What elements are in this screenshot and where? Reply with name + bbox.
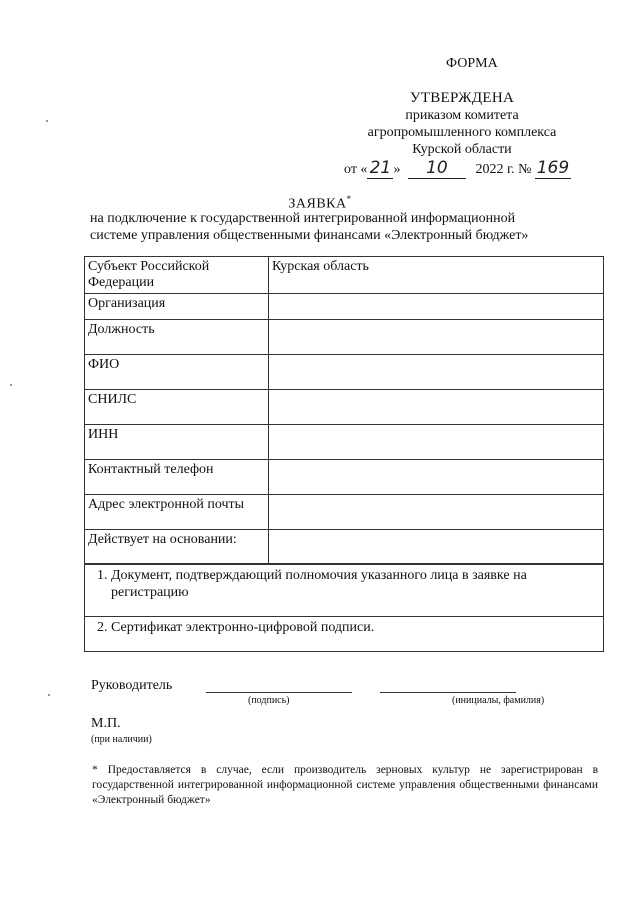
row-label: ФИО [85,355,269,390]
row-label: ИНН [85,425,269,460]
row-label: Адрес электронной почты [85,495,269,530]
scan-speck [10,384,12,386]
documents-item-1 [84,563,604,617]
table-row [85,530,604,565]
table-row [85,257,604,294]
row-label: Должность [85,320,269,355]
date-month: 10 [408,158,466,179]
footnote-text: * Предоставляется в случае, если производитель зерновых культур не зарегистрирован в государственной интегрированной информационной системе управления общественными финансами «Электронный бюджет» [92,764,598,806]
table-row [85,294,604,320]
order-number: 169 [536,158,570,178]
row-label: Организация [85,294,269,320]
row-value[interactable] [269,390,604,425]
approved-by-order: приказом комитета [405,108,519,123]
title-main: ЗАЯВКА [288,196,347,212]
subtitle-line-2: системе управления общественными финансами «Электронный бюджет» [90,228,529,243]
head-label: Руководитель [91,678,173,693]
document-subtitle [90,210,570,244]
table-row [85,425,604,460]
stamp-label: М.П. [91,716,121,731]
scan-speck [46,120,48,122]
signature-caption: (подпись) [248,695,290,706]
stamp-note: (при наличии) [91,734,152,745]
approved-region: Курской области [412,142,512,157]
date-year: 2022 г. № [475,162,532,177]
scan-speck [48,694,50,696]
row-value[interactable]: Курская область [269,257,604,294]
row-label: Субъект Российской Федерации [85,257,269,294]
table-row [85,495,604,530]
approved-heading: УТВЕРЖДЕНА [409,90,515,106]
row-value[interactable] [269,425,604,460]
row-label: Действует на основании: [85,530,269,565]
table-row [85,355,604,390]
order-date-line [344,158,571,179]
name-caption: (инициалы, фамилия) [452,695,545,706]
row-value[interactable] [269,294,604,320]
approved-committee: агропромышленного комплекса [367,125,557,140]
row-value[interactable] [269,530,604,565]
application-table [84,256,604,565]
row-value[interactable] [269,355,604,390]
date-mid: » [393,162,401,177]
row-value[interactable] [269,495,604,530]
documents-item-2 [84,616,604,652]
document-item: 2. Сертификат электронно-цифровой подписи. [111,619,603,636]
form-label: ФОРМА [446,56,498,71]
row-label: СНИЛС [85,390,269,425]
table-row [85,460,604,495]
name-line[interactable] [380,692,516,693]
row-value[interactable] [269,320,604,355]
row-label: Контактный телефон [85,460,269,495]
table-row [85,320,604,355]
date-day: 21 [367,158,393,179]
signature-line[interactable] [206,692,352,693]
approval-block [342,90,582,158]
title-footnote-mark: * [346,194,352,204]
row-value[interactable] [269,460,604,495]
subtitle-line-1: на подключение к государственной интегрированной информационной [90,211,516,226]
table-row [85,390,604,425]
date-prefix: от « [344,162,368,177]
document-item: 1. Документ, подтверждающий полномочия указанного лица в заявке на регистрацию [111,567,603,601]
